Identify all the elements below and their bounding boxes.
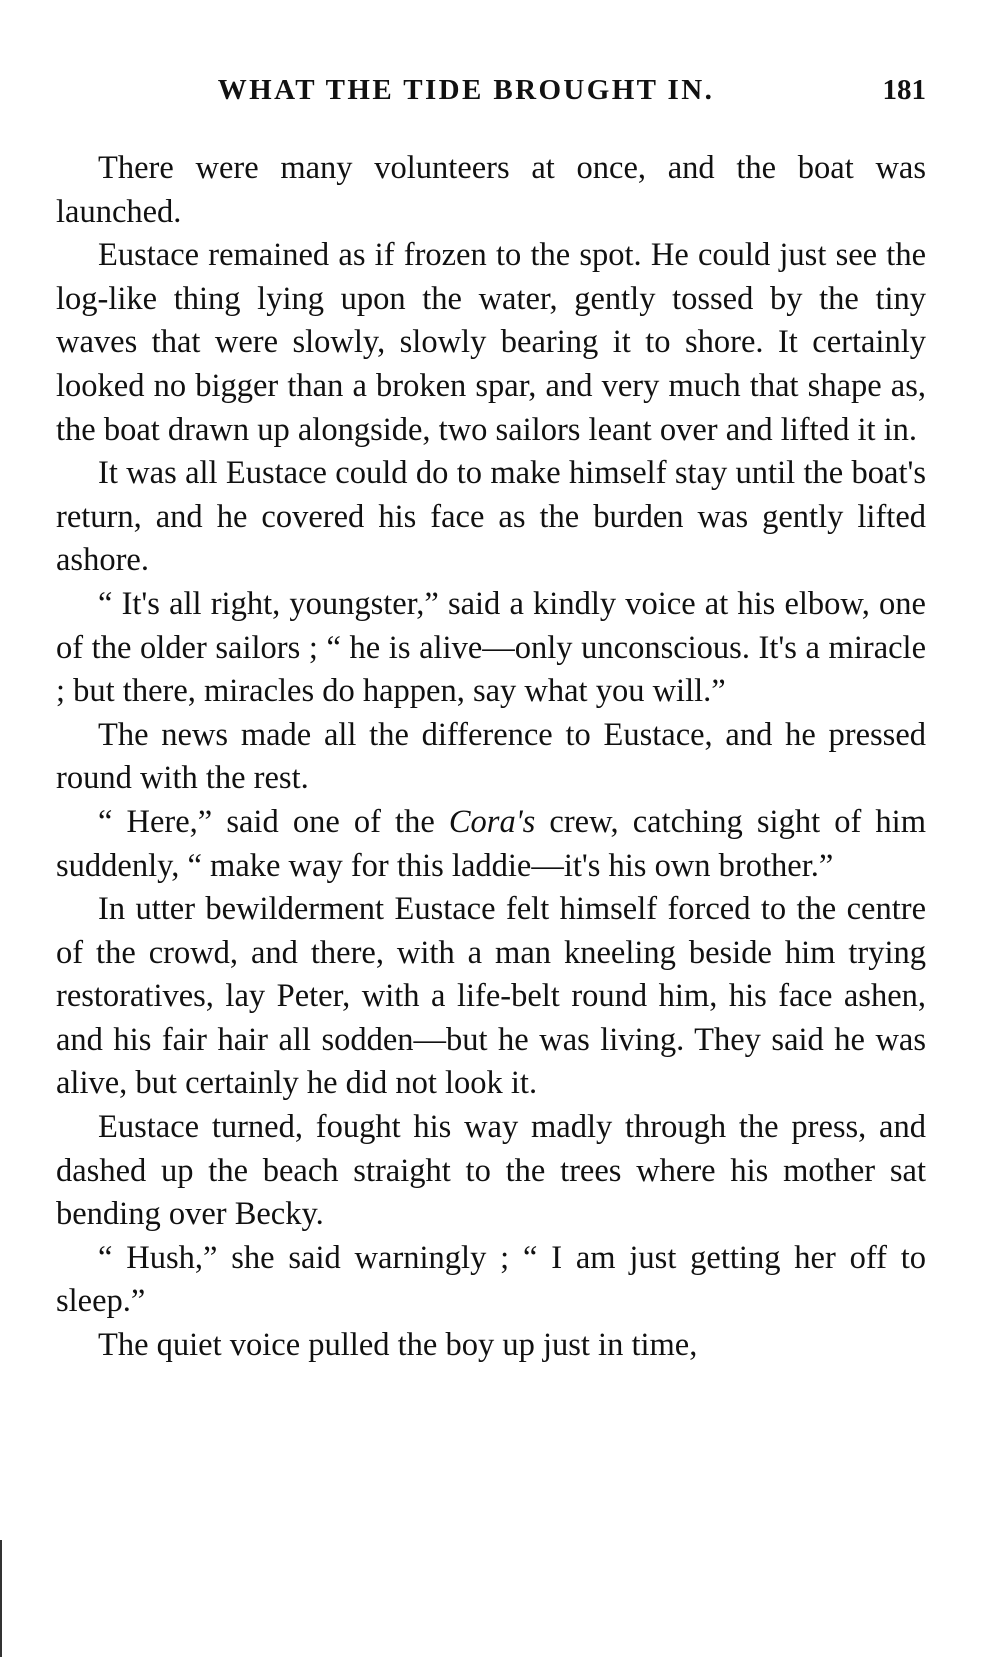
paragraph-text: crew, catching sight of him suddenly, “ make way for this laddie—it's his own brother.” bbox=[56, 803, 926, 884]
paragraph bbox=[56, 801, 926, 888]
paragraph: “ It's all right, youngster,” said a kindly voice at his elbow, one of the older sailors ; “ he is alive—only unconscious. It's a miracle ; but there, miracles do happen, say what you will.” bbox=[56, 585, 926, 710]
page-number: 181 bbox=[882, 74, 926, 106]
paragraph: The quiet voice pulled the boy up just in time, bbox=[98, 1327, 698, 1364]
paragraph: Eustace remained as if frozen to the spot. He could just see the log-like thing lying upon the water, gently tossed by the tiny waves that were slowly, slowly bearing it to shore. It certainly looked no bigger than a broken spar, and very much that shape as, the boat drawn up alongside, two sailors leant over and lifted it in. bbox=[56, 237, 926, 448]
paragraph: Eustace turned, fought his way madly through the press, and dashed up the beach straight to the trees where his mother sat bending over Becky. bbox=[56, 1109, 926, 1233]
page-header bbox=[56, 74, 926, 118]
body-text bbox=[56, 147, 926, 1368]
running-head: WHAT THE TIDE BROUGHT IN. bbox=[217, 74, 715, 106]
paragraph: There were many volunteers at once, and the boat was launched. bbox=[56, 150, 926, 230]
paragraph: “ Hush,” she said warningly ; “ I am just getting her off to sleep.” bbox=[56, 1239, 926, 1320]
page-edge-line bbox=[0, 1540, 2, 1657]
paragraph-text: “ Here,” said one of the bbox=[98, 803, 449, 840]
paragraph: The news made all the difference to Eustace, and he pressed round with the rest. bbox=[56, 716, 926, 797]
ship-name: Cora's bbox=[448, 803, 536, 840]
paragraph: In utter bewilderment Eustace felt himself forced to the centre of the crowd, and there, with a man kneeling beside him trying restoratives, lay Peter, with a life-belt round him, his face ashen, and his fair hair all sodden—but he was living. They said he was alive, but certainly he did not look it. bbox=[56, 891, 926, 1102]
paragraph: It was all Eustace could do to make himself stay until the boat's return, and he covered his face as the burden was gently lifted ashore. bbox=[56, 455, 926, 579]
